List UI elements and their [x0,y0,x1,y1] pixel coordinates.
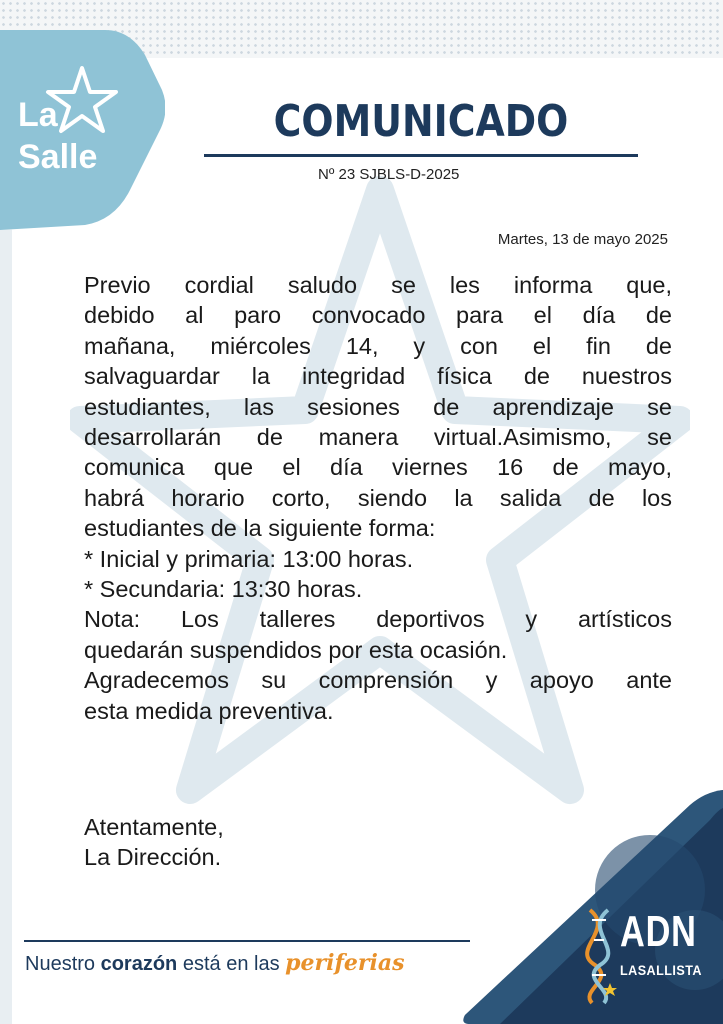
slogan-highlight: periferias [285,950,405,976]
body-line: estudiantes, las sesiones de aprendizaje se [84,393,672,420]
left-margin-strip [0,230,12,1024]
body-line: habrá horario corto, siendo la salida de los [84,484,672,511]
title-underline [204,154,638,157]
note-line: Nota: Los talleres deportivos y artísticos [84,606,672,633]
document-date: Martes, 13 de mayo 2025 [497,231,668,248]
body-line: desarrollarán de manera virtual.Asimismo, se [84,424,672,451]
body-line: estudiantes de la siguiente forma: [84,515,436,542]
body-line: Previo cordial saludo se les informa que, [84,272,672,298]
logo-text-la: La [18,96,58,134]
document-title: COMUNICADO [273,96,569,147]
logo-text-salle: Salle [18,138,98,176]
closing-salutation: Atentamente, [84,814,224,840]
body-line: salvaguardar la integridad física de nuestros [84,363,672,390]
adn-title: ADN [620,907,697,956]
message-body [84,270,672,726]
body-line: debido al paro convocado para el día de [84,302,672,329]
body-line: comunica que el día viernes 16 de mayo, [84,454,672,481]
document-number: Nº 23 SJBLS-D-2025 [318,166,460,183]
slogan-part: Nuestro [25,953,101,975]
schedule-primary: * Inicial y primaria: 13:00 horas. [84,545,414,572]
schedule-secondary: * Secundaria: 13:30 horas. [84,576,363,603]
footer-slogan [25,950,405,976]
footer-rule [24,940,470,942]
slogan-part: está en las [177,953,286,975]
thanks-line: Agradecemos su comprensión y apoyo ante [84,667,672,694]
closing-signature: La Dirección. [84,844,222,871]
note-line: quedarán suspendidos por esta ocasión. [84,636,508,663]
body-line: mañana, miércoles 14, y con el fin de [84,332,672,359]
adn-subtitle: LASALLISTA [620,962,702,978]
thanks-line: esta medida preventiva. [84,697,334,724]
closing [84,812,224,873]
slogan-emphasis: corazón [100,953,178,975]
